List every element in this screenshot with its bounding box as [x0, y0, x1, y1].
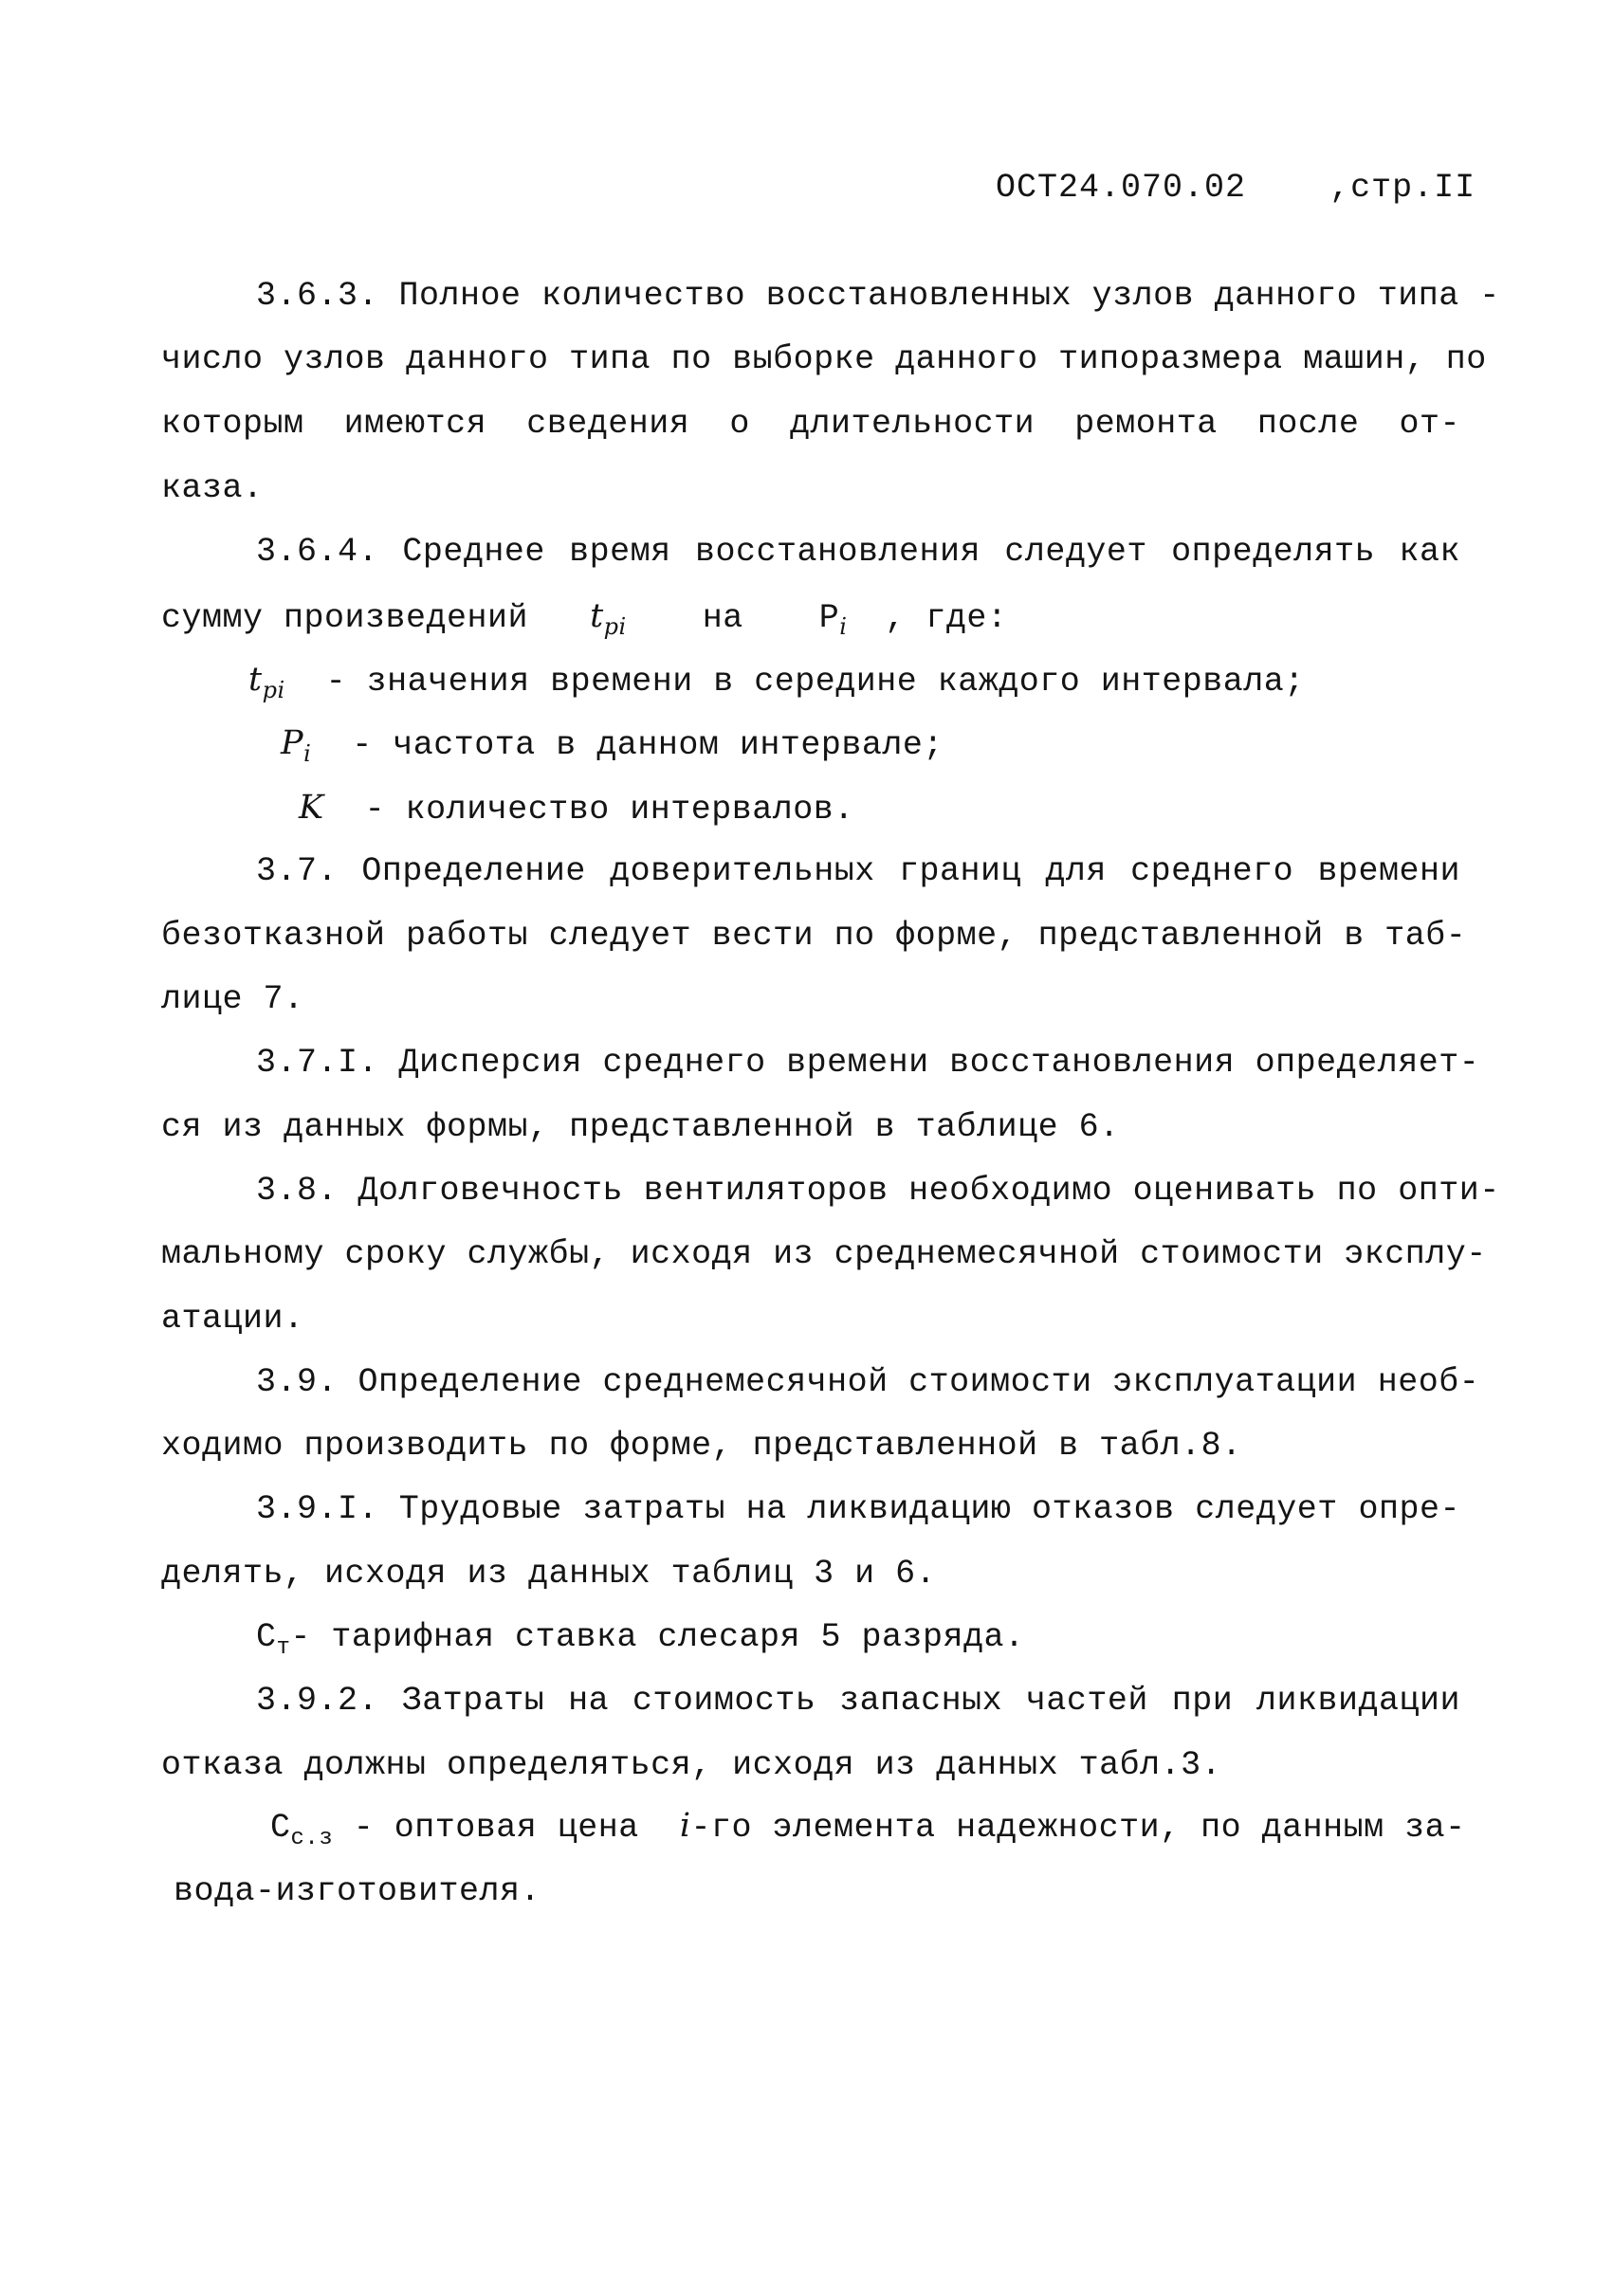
para-3-6-3-line-3: которым имеются сведения о длительности ремонта после от- [161, 405, 1460, 443]
para-3-9-2-line-2: отказа должны определяться, исходя из данных табл.3. [161, 1746, 1222, 1784]
word-na: на [702, 599, 743, 637]
symbol-t: t [590, 597, 604, 635]
symbol-ct: $C_т$ [256, 1618, 291, 1661]
para-3-6-3-line-1: 3.6.3. Полное количество восстановленных узлов данного типа - [256, 277, 1500, 315]
def-text-t: - значения времени в середине каждого интервала; [325, 663, 1305, 701]
definition-ct [256, 1618, 1460, 1661]
def-text-p: - частота в данном интервале; [352, 726, 944, 764]
definition-csz [270, 1807, 1466, 1851]
page-header [996, 169, 1476, 207]
def-text-csz-a: - оптовая цена [353, 1809, 639, 1847]
para-3-7-1-line-2: ся из данных формы, представленной в таблице 6. [161, 1108, 1120, 1146]
para-3-6-4-text-a: сумму произведений [161, 599, 529, 637]
def-text-ct: - тарифная ставка слесаря 5 разряда. [290, 1618, 1025, 1656]
def-symbol-p: $P_i$ [281, 724, 312, 767]
definition-p-i [281, 724, 944, 767]
definition-k [299, 789, 854, 829]
definition-t-pi [248, 661, 1305, 703]
symbol-t-subscript: pi [603, 613, 627, 640]
symbol-i: i [679, 1807, 691, 1845]
para-3-6-3-line-2: число узлов данного типа по выборке данного типоразмера машин, по [161, 340, 1487, 378]
para-3-6-3-line-4: каза. [161, 469, 264, 507]
para-3-7-line-3: лице 7. [161, 980, 304, 1018]
formula-p-i [818, 599, 848, 640]
formula-t-pi [590, 597, 627, 640]
def-symbol-t: $t_{pi}$ [248, 661, 285, 703]
definition-csz-line-2: вода-изготовителя. [174, 1872, 541, 1910]
para-3-9-line-2: ходимо производить по форме, представленной в табл.8. [161, 1427, 1242, 1465]
doc-code: ОСТ24.070.02 [996, 169, 1247, 207]
para-3-6-4-line-1: 3.6.4. Среднее время восстановления следует определять как [256, 533, 1460, 571]
def-text-k: - количество интервалов. [364, 791, 854, 829]
def-text-csz-b: -го элемента надежности, по данным за- [690, 1809, 1466, 1847]
para-3-8-line-3: атации. [161, 1300, 304, 1338]
page-number: ,стр.II [1329, 169, 1476, 207]
para-3-6-4-line-2 [161, 597, 1460, 640]
para-3-7-line-1: 3.7. Определение доверительных границ для среднего времени [256, 852, 1460, 890]
para-3-7-line-2: безотказной работы следует вести по форме, представленной в таб- [161, 917, 1467, 955]
para-3-8-line-1: 3.8. Долговечность вентиляторов необходимо оценивать по опти- [256, 1172, 1500, 1210]
symbol-csz: $C_{с.з}$ [270, 1809, 334, 1851]
para-3-9-1-line-1: 3.9.I. Трудовые затраты на ликвидацию отказов следует опре- [256, 1490, 1460, 1528]
para-3-6-4-text-b: , где: [885, 599, 1008, 637]
para-3-8-line-2: мальному сроку службы, исходя из среднемесячной стоимости эксплу- [161, 1235, 1487, 1273]
para-3-7-1-line-1: 3.7.I. Дисперсия среднего времени восстановления определяет- [256, 1044, 1480, 1082]
def-symbol-k: K [299, 789, 324, 827]
symbol-p-subscript: i [839, 613, 848, 640]
para-3-9-1-line-2: делять, исходя из данных таблиц 3 и 6. [161, 1555, 937, 1593]
symbol-p: P [818, 599, 840, 637]
para-3-9-2-line-1: 3.9.2. Затраты на стоимость запасных частей при ликвидации [256, 1682, 1460, 1720]
para-3-9-line-1: 3.9. Определение среднемесячной стоимости эксплуатации необ- [256, 1363, 1480, 1401]
